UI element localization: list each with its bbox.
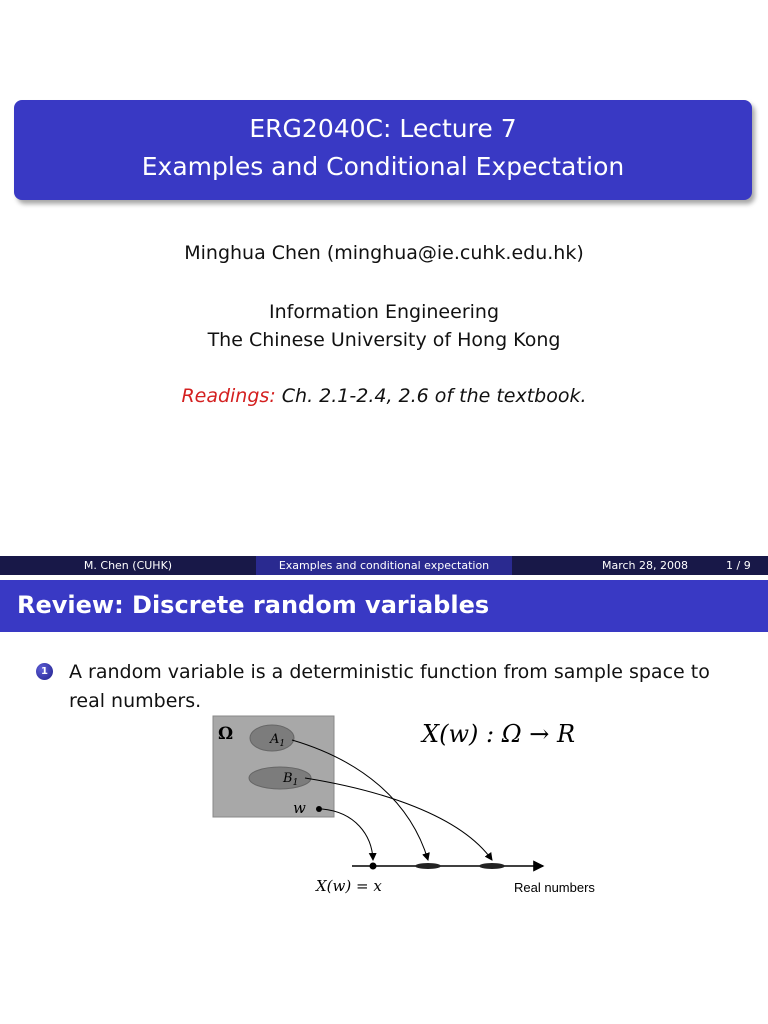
frame-title-bar xyxy=(0,580,768,632)
footer-title: Examples and conditional expectation xyxy=(256,556,512,575)
list-item-text: A random variable is a deterministic function from sample space to real numbers. xyxy=(69,661,710,712)
enumerate-bullet: 1 xyxy=(36,663,53,680)
lecture-title: ERG2040C: Lecture 7 xyxy=(249,114,517,143)
omega-label: Ω xyxy=(218,724,234,744)
department-line: Information Engineering xyxy=(268,301,500,323)
mapping-formula: X(w) : Ω → R xyxy=(422,720,576,748)
university-line: The Chinese University of Hong Kong xyxy=(207,329,561,351)
real-numbers-label: Real numbers xyxy=(514,880,595,895)
outcome-point xyxy=(316,806,322,812)
readings-label: Readings: xyxy=(181,385,276,407)
footer-author: M. Chen (CUHK) xyxy=(0,556,256,575)
image-a1-mark xyxy=(415,863,441,869)
author-line: Minghua Chen (minghua@ie.cuhk.edu.hk) xyxy=(184,242,584,264)
readings-line xyxy=(0,385,768,407)
event-a1-label: $A_1$ xyxy=(270,732,286,749)
random-variable-diagram xyxy=(0,700,768,910)
image-x-label: X(w) = x xyxy=(316,877,382,895)
slide-footer xyxy=(0,556,768,575)
outcome-w-label: w xyxy=(293,799,306,817)
footer-date: March 28, 2008 xyxy=(602,559,689,572)
footer-right xyxy=(512,556,768,575)
image-x-point xyxy=(370,863,377,870)
lecture-title-box xyxy=(14,100,752,200)
readings-text: Ch. 2.1-2.4, 2.6 of the textbook. xyxy=(281,385,587,407)
event-b1-ellipse xyxy=(249,767,311,789)
frame-title: Review: Discrete random variables xyxy=(17,591,490,619)
event-b1-label: $B_1$ xyxy=(283,771,299,788)
footer-page-number: 1 / 9 xyxy=(726,559,751,572)
lecture-subtitle: Examples and Conditional Expectation xyxy=(141,152,625,181)
image-b1-mark xyxy=(479,863,505,869)
